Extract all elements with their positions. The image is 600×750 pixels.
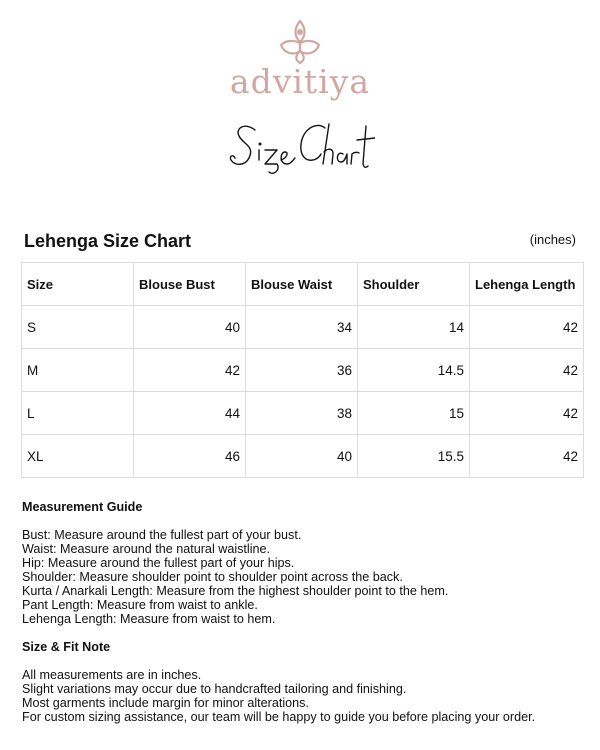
notes-section xyxy=(22,500,592,724)
script-heading xyxy=(0,118,600,180)
table-cell: 40 xyxy=(134,306,246,349)
table-cell: 15 xyxy=(358,392,470,435)
table-cell: 44 xyxy=(134,392,246,435)
table-cell: 15.5 xyxy=(358,435,470,478)
size-cell: M xyxy=(22,349,134,392)
brand-name: advitiya xyxy=(229,62,371,101)
guide-line: Pant Length: Measure from waist to ankle. xyxy=(22,598,258,612)
table-row xyxy=(22,349,584,392)
guide-line: Shoulder: Measure shoulder point to shoulder point across the back. xyxy=(22,570,403,584)
guide-line: Kurta / Anarkali Length: Measure from the highest shoulder point to the hem. xyxy=(22,584,449,598)
table-cell: 42 xyxy=(470,349,584,392)
fit-line: For custom sizing assistance, our team will be happy to guide you before placing your order. xyxy=(22,710,536,724)
table-header-row xyxy=(22,263,584,306)
lotus-icon xyxy=(275,18,325,64)
column-header: Lehenga Length xyxy=(470,263,584,306)
table-cell: 42 xyxy=(134,349,246,392)
size-cell: XL xyxy=(22,435,134,478)
fit-line: All measurements are in inches. xyxy=(22,668,202,682)
units-label: (inches) xyxy=(529,232,576,247)
fit-line: Slight variations may occur due to handcrafted tailoring and finishing. xyxy=(22,682,407,696)
guide-line: Lehenga Length: Measure from waist to hem. xyxy=(22,612,276,626)
table-cell: 14 xyxy=(358,306,470,349)
guide-line: Waist: Measure around the natural waistline. xyxy=(22,542,271,556)
fit-heading: Size & Fit Note xyxy=(22,640,111,654)
table-cell: 14.5 xyxy=(358,349,470,392)
table-row xyxy=(22,392,584,435)
table-cell: 36 xyxy=(246,349,358,392)
table-cell: 46 xyxy=(134,435,246,478)
fit-line: Most garments include margin for minor alterations. xyxy=(22,696,309,710)
brand-logo xyxy=(0,18,600,100)
table-cell: 38 xyxy=(246,392,358,435)
column-header: Shoulder xyxy=(358,263,470,306)
column-header: Blouse Bust xyxy=(134,263,246,306)
table-cell: 42 xyxy=(470,392,584,435)
guide-heading: Measurement Guide xyxy=(22,500,143,514)
table-cell: 42 xyxy=(470,435,584,478)
size-cell: L xyxy=(22,392,134,435)
guide-line: Hip: Measure around the fullest part of your hips. xyxy=(22,556,295,570)
table-row xyxy=(22,435,584,478)
column-header: Blouse Waist xyxy=(246,263,358,306)
chart-title: Lehenga Size Chart xyxy=(24,231,192,251)
table-cell: 42 xyxy=(470,306,584,349)
guide-line: Bust: Measure around the fullest part of your bust. xyxy=(22,528,302,542)
size-cell: S xyxy=(22,306,134,349)
table-cell: 40 xyxy=(246,435,358,478)
table-row xyxy=(22,306,584,349)
table-cell: 34 xyxy=(246,306,358,349)
size-table xyxy=(21,262,584,478)
column-header: Size xyxy=(22,263,134,306)
